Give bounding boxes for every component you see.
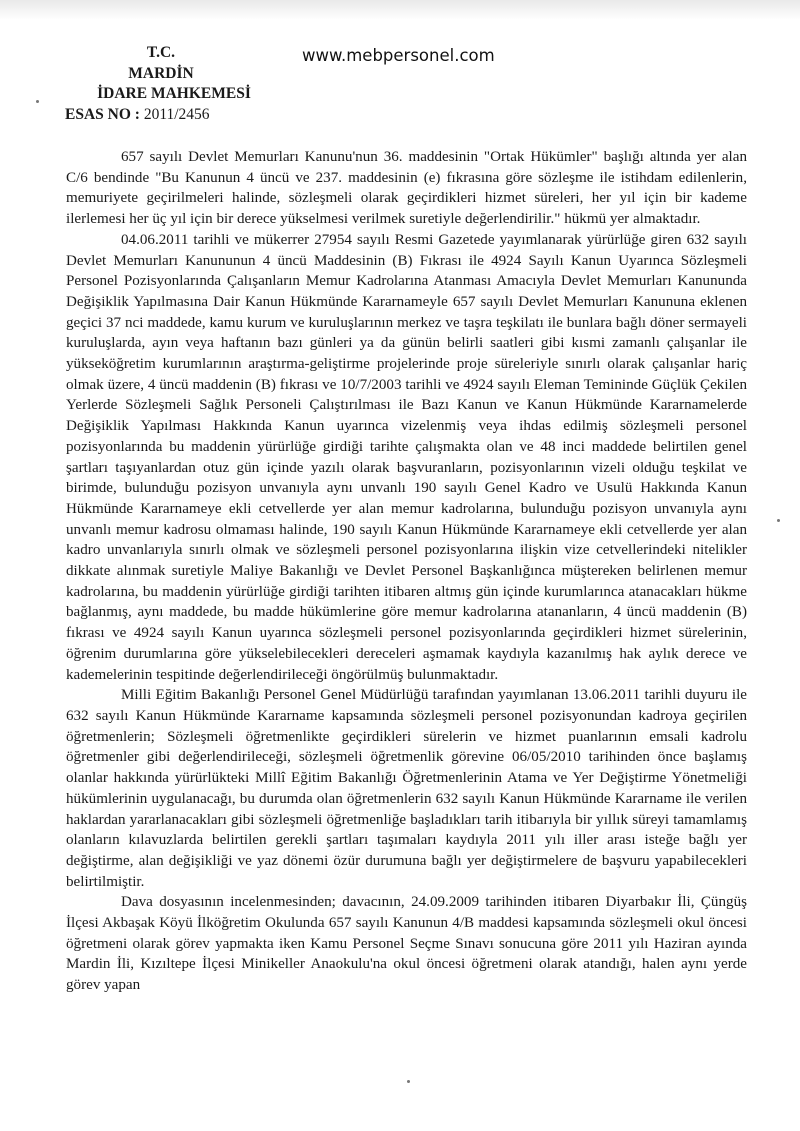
paragraph: 657 sayılı Devlet Memurları Kanunu'nun 36. maddesinin "Ortak Hükümler" başlığı altında yer alan C/6 bendinde "Bu Kanunun 4 üncü ve 237. maddesinin (e) fıkrasına göre sözleşme ile istihdam edilenlerin, memuriyete geçirilmeleri halinde, sözleşmeli olarak geçirdikleri hizmet süreleri, her yıl için bir kademe ilerlemesi her üç yıl için bir derece yükselmesi verilmek suretiyle değerlendirilir." hükmü yer almaktadır.: [66, 149, 747, 228]
paragraph: 04.06.2011 tarihli ve mükerrer 27954 sayılı Resmi Gazetede yayımlanarak yürürlüğe giren 632 sayılı Devlet Memurları Kanununun 4 üncü Maddesinin (B) Fıkrası ile 4924 Sayılı Kanun Uyarınca Sözleşmeli Personel Pozisyonlarında Çalışanların Memur Kadrolarına Atanması Amacıyla Devlet Memurları Kanununda Değişiklik Yapılmasına Dair Kanun Hükmünde Kararnameyle 657 sayılı Devlet Memurları Kanununa eklenen geçici 37 nci maddede, kamu kurum ve kuruluşlarının merkez ve taşra teşkilatı ile bunlara bağlı döner sermayeli kuruluşlarda, ayın veya haftanın bazı günleri ya da günün belirli saatleri gibi kısmi zamanlı çalışanlar ile yükseköğretim kurumlarının araştırma-geliştirme projelerinde proje süreleriyle sınırlı olarak çalışanlar hariç olmak üzere, 4 üncü maddenin (B) fıkrası ve 10/7/2003 tarihli ve 4924 sayılı Eleman Temininde Güçlük Çekilen Yerlerde Sözleşmeli Sağlık Personeli Çalıştırılması ile Bazı Kanun ve Kanun Hükmünde Kararnamelerde Değişiklik Yapılması Hakkında Kanun uyarınca vizelenmiş veya ihdas edilmiş sözleşmeli personel pozisyonlarında bu maddenin yürürlüğe girdiği tarihte çalışmakta olan ve 48 inci maddede belirtilen genel şartları taşıyanlardan otuz gün içinde yazılı olarak başvuranların, pozisyonlarının vizeli olduğu teşkilat ve birimde, bulunduğu pozisyon unvanıyla aynı unvanlı 190 sayılı Genel Kadro ve Usulü Hakkında Kanun Hükmünde Kararnameye ekli cetvellerde yer alan memur kadrolarına, bulunduğu pozisyon unvanıyla aynı unvanlı memur kadrosu olmaması halinde, 190 sayılı Kanun Hükmünde Kararnameye ekli cetvellerde yer alan kadro unvanlarıyla sınırlı olmak ve sözleşmeli personel pozisyonlarına ilişkin vize cetvellerindeki nitelikler dikkate alınmak suretiyle Maliye Bakanlığı ve Devlet Personel Başkanlığınca müştereken belirlenen memur kadrolarına, bu maddenin yürürlüğe girdiği tarihten itibaren altmış gün içinde kurumlarınca atanacakları hükme bağlanmış, aynı maddede, bu madde hükümlerine göre memur kadrolarına atananların, 4 üncü maddenin (B) fıkrası ve 4924 sayılı Kanun uyarınca sözleşmeli personel pozisyonlarında geçirdikleri hizmet sürelerinin, öğrenim durumlarına göre yükselebilecekleri dereceleri aşmamak kaydıyla kazanılmış hak aylık derece ve kademelerinin tespitinde değerlendirileceği öngörülmüş bulunmaktadır.: [66, 231, 747, 683]
case-number-label: ESAS NO :: [65, 105, 144, 123]
paragraph: Milli Eğitim Bakanlığı Personel Genel Müdürlüğü tarafından yayımlanan 13.06.2011 tarihli duyuru ile 632 sayılı Kanun Hükmünde Kararname kapsamında sözleşmeli personel pozisyonundan kadroya geçirilen öğretmenlerin; Sözleşmeli öğretmenlikte geçirdikleri sürelerin ve hizmet puanlarının emsali kadrolu öğretmenler gibi değerlendirileceği, sözleşmeli öğretmenlik görevine 06/05/2010 tarihinden önce başlamış olanlar hakkında yürürlükteki Millî Eğitim Bakanlığı Öğretmenlerinin Atama ve Yer Değiştirme Yönetmeliği hükümlerinin uygulanacağı, bu durumda olan öğretmenlerin 632 sayılı Kanun Hükmünde Kararname ile verilen haklardan yararlanacakları gibi sözleşmeli öğretmenliğe başladıkları tarih itibarıyla bir yıllık süreyi tamamlamış olanların kılavuzlarda belirtilen gerekli şartları taşımaları kaydıyla 2011 yılı iller arası isteğe bağlı yer değiştirme, alan değişikliği ve yaz dönemi özür durumuna bağlı yer değiştirmelere de başvuru yapabilecekleri belirtilmiştir.: [66, 687, 747, 890]
scan-speck: [407, 1080, 410, 1083]
court-header: [40, 43, 260, 125]
scan-edge-shadow: [0, 0, 800, 20]
header-tc: T.C.: [146, 44, 176, 61]
case-number: [40, 105, 260, 126]
scan-speck: [36, 100, 39, 103]
document-body: [66, 147, 747, 996]
case-number-value: 2011/2456: [143, 105, 210, 123]
paragraph: Dava dosyasının incelenmesinden; davacının, 24.09.2009 tarihinden itibaren Diyarbakır İli, Çüngüş İlçesi Akbaşak Köyü İlköğretim Okulunda 657 sayılı Kanunun 4/B maddesi kapsamında sözleşmeli okul öncesi öğretmeni olarak görev yapmakta iken Kamu Personel Seçme Sınavı sonucuna göre 2011 yılı Haziran ayında Mardin İli, Kızıltepe İlçesi Minikeller Anaokulu'na okul öncesi öğretmeni olarak atandığı, halen aynı yerde görev yapan: [66, 894, 747, 994]
scan-speck: [777, 519, 780, 522]
website-watermark: www.mebpersonel.com: [302, 46, 495, 65]
header-city: MARDİN: [128, 64, 194, 82]
header-court-name: İDARE MAHKEMESİ: [97, 85, 251, 102]
